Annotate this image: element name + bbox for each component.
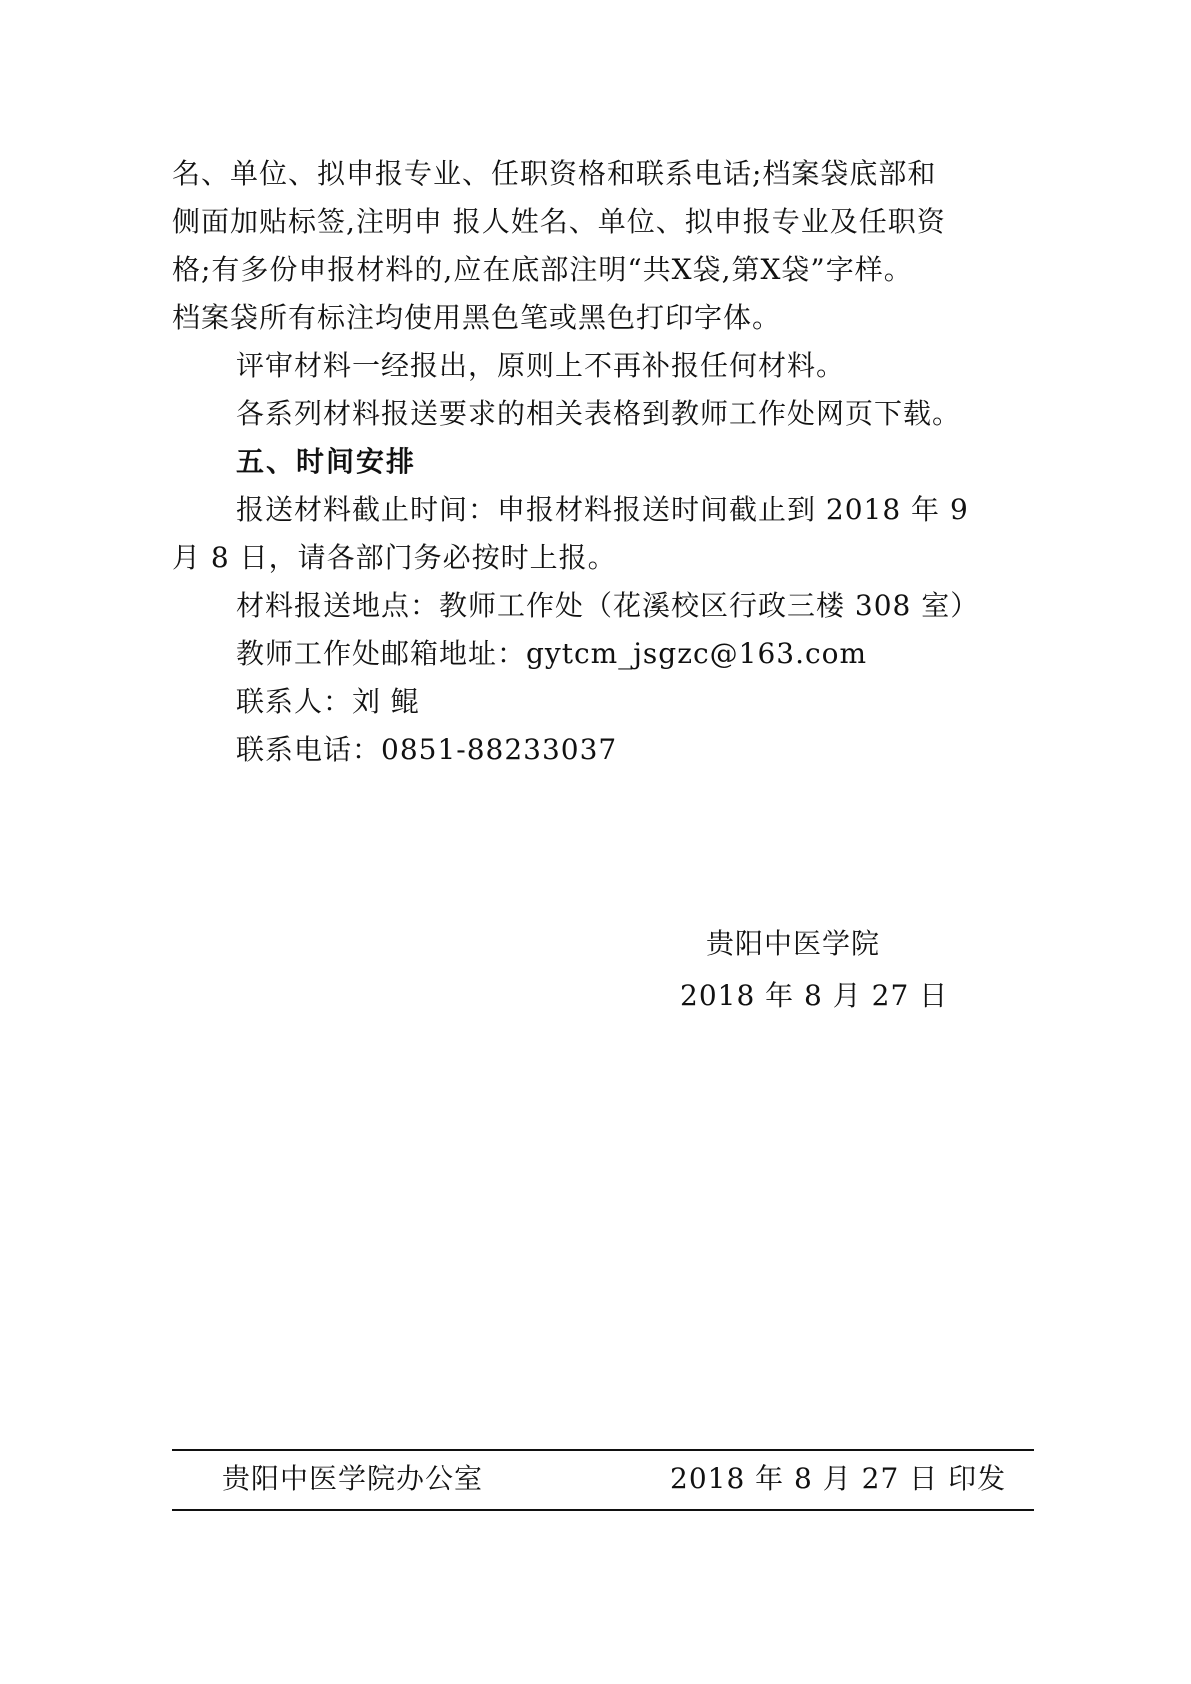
footer-divider-bottom [172, 1509, 1034, 1511]
email-line: 教师工作处邮箱地址：gytcm_jsgzc@163.com [236, 637, 868, 670]
body-line: 材料报送地点：教师工作处（花溪校区行政三楼 308 室） [236, 589, 980, 622]
body-line: 评审材料一经报出，原则上不再补报任何材料。 [236, 349, 846, 382]
body-line: 侧面加贴标签,注明申 报人姓名、单位、拟申报专业及任职资 [172, 205, 946, 238]
signature-organization: 贵阳中医学院 [706, 927, 881, 960]
body-line: 月 8 日，请各部门务必按时上报。 [172, 541, 617, 574]
body-line: 档案袋所有标注均使用黑色笔或黑色打印字体。 [172, 301, 782, 334]
section-heading-schedule: 五、时间安排 [236, 445, 417, 478]
contact-person-line: 联系人：刘 鲲 [236, 685, 420, 718]
document-body [172, 150, 1032, 774]
footer-issuer: 贵阳中医学院办公室 [222, 1462, 484, 1495]
signature-block [680, 918, 980, 1022]
body-line: 名、单位、拟申报专业、任职资格和联系电话;档案袋底部和 [172, 157, 937, 190]
body-line: 格;有多份申报材料的,应在底部注明“共X袋,第X袋”字样。 [172, 253, 913, 286]
body-line: 报送材料截止时间：申报材料报送时间截止到 2018 年 9 [236, 493, 969, 526]
contact-phone-line: 联系电话：0851-88233037 [236, 733, 618, 766]
body-line: 各系列材料报送要求的相关表格到教师工作处网页下载。 [236, 397, 962, 430]
footer-issue-date: 2018 年 8 月 27 日 印发 [670, 1462, 1007, 1495]
footer-divider-top [172, 1449, 1034, 1451]
signature-date: 2018 年 8 月 27 日 [680, 979, 949, 1012]
